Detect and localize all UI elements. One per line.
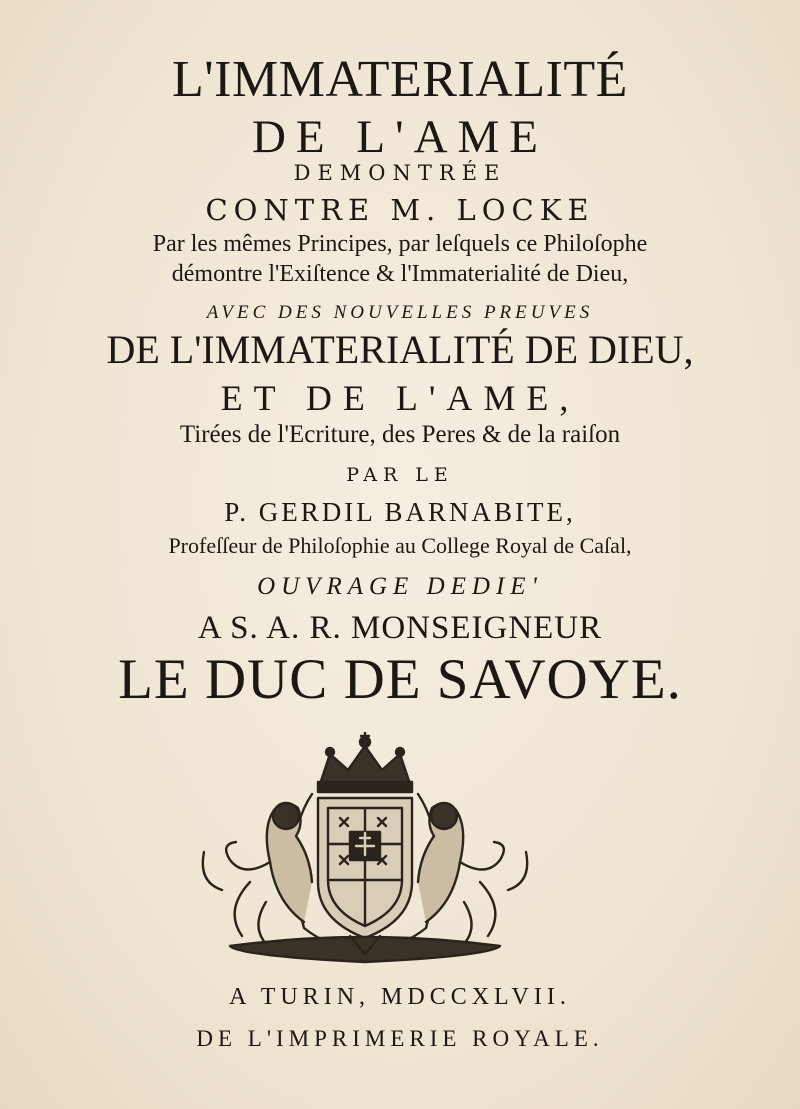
subtitle-demontree: DEMONTRÉE bbox=[293, 161, 507, 185]
title-line-1: L'IMMATERIALITÉ bbox=[172, 51, 628, 108]
heading-et-de-lame: ET DE L'AME, bbox=[220, 378, 580, 418]
dedicatee-line-1: A S. A. R. MONSEIGNEUR bbox=[197, 610, 603, 646]
dedication-line: OUVRAGE DEDIE' bbox=[257, 573, 543, 600]
description-line-1: Par les mêmes Principes, par leſquels ce Philoſophe bbox=[152, 231, 648, 257]
subtitle-contre-locke: CONTRE M. LOCKE bbox=[205, 193, 595, 227]
dedicatee-line-2: LE DUC DE SAVOYE. bbox=[118, 648, 682, 711]
sources-line: Tirées de l'Ecriture, des Peres & de la raiſon bbox=[179, 421, 621, 448]
par-le-line: PAR LE bbox=[346, 464, 454, 486]
italic-avec-line: AVEC DES NOUVELLES PREUVES bbox=[206, 302, 594, 323]
author-name: P. GERDIL BARNABITE, bbox=[224, 497, 576, 527]
title-line-2: DE L'AME bbox=[251, 111, 549, 163]
heading-immaterialite-dieu: DE L'IMMATERIALITÉ DE DIEU, bbox=[106, 327, 694, 372]
imprint-printer: DE L'IMPRIMERIE ROYALE. bbox=[196, 1026, 604, 1051]
description-line-2: démontre l'Exiſtence & l'Immaterialité de Dieu, bbox=[171, 261, 629, 287]
coat-of-arms-icon bbox=[200, 732, 530, 967]
author-title: Profeſſeur de Philoſophie au College Royal de Caſal, bbox=[168, 533, 632, 558]
imprint-place-date: A TURIN, MDCCXLVII. bbox=[229, 984, 571, 1010]
